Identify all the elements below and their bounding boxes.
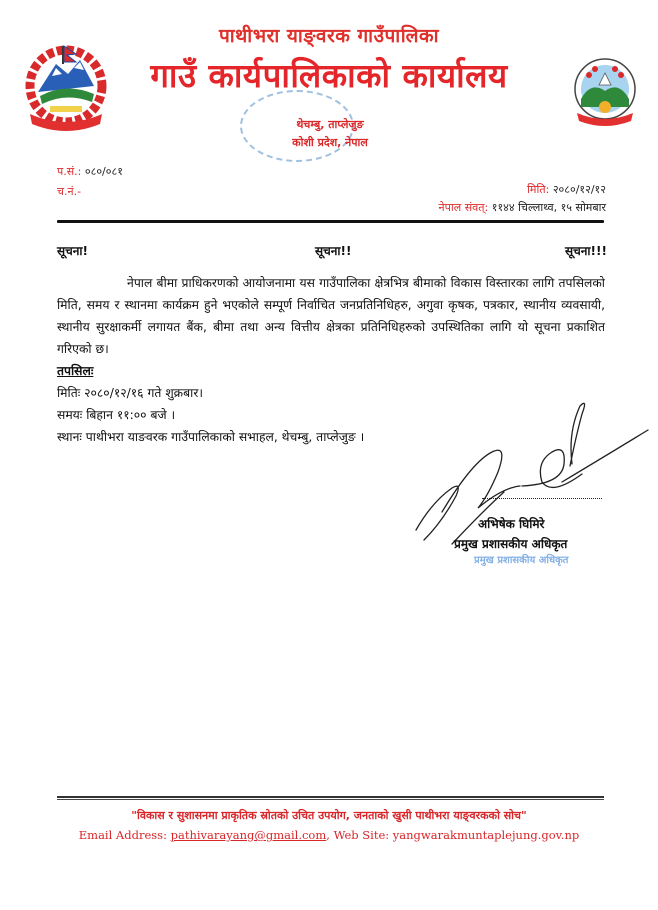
ref-label: प.सं.:: [57, 165, 82, 178]
address-line-1: थेचम्बु, ताप्लेजुङ: [296, 118, 364, 131]
email-link[interactable]: pathivarayang@gmail.com: [170, 828, 327, 842]
notice-paragraph: नेपाल बीमा प्राधिकरणको आयोजनामा यस गाउँपालिका क्षेत्रभित्र बीमाको विकास विस्तारका लागि तपसिलको मिति, समय र स्थानमा कार्यक्रम हुने भएकोले सम्पूर्ण निर्वाचित जनप्रतिनिधिहरु, अगुवा कृषक, पत्रकार, स्थानीय व्यवसायी, स्थानीय सुरक्षाकर्मी लगायत बैंक, बीमा तथा अन्य वित्तीय क्षेत्रका प्रतिनिधिहरुको उपस्थितिका लागि यो सूचना प्रकाशित गरिएको छ।: [57, 276, 605, 356]
nepal-samvat-label: नेपाल संवत्:: [438, 201, 489, 214]
municipality-name: पाथीभरा याङ्वरक गाउँपालिका: [218, 25, 440, 47]
notice-body: [57, 272, 605, 360]
dispatch-number: [57, 184, 81, 199]
event-time: समयः बिहान ११:०० बजे ।: [57, 408, 176, 422]
header-divider: [57, 220, 604, 223]
signatory-stamp: प्रमुख प्रशासकीय अधिकृत: [474, 555, 569, 566]
date-label: मिति:: [527, 183, 550, 196]
email-label: Email Address:: [78, 828, 167, 842]
web-label: , Web Site:: [326, 828, 390, 842]
notice-heading-right: सूचना!!!: [565, 244, 607, 258]
date-line: [527, 182, 606, 197]
footer-divider: [57, 796, 604, 800]
event-date: मितिः २०८०/१२/१६ गते शुक्रबार।: [57, 386, 204, 400]
footer-slogan: "विकास र सुशासनमा प्राकृतिक स्रोतको उचित उपयोग, जनताको खुसी पाथीभरा याङ्वरकको सोच": [131, 809, 527, 822]
reference-number: [57, 164, 123, 179]
footer-contact: [0, 828, 658, 842]
office-title: गाउँ कार्यपालिकाको कार्यालय: [150, 56, 508, 95]
nepal-samvat-line: [439, 200, 606, 215]
event-place: स्थानः पाथीभरा याङवरक गाउँपालिकाको सभाहल, थेचम्बु, ताप्लेजुङ ।: [57, 430, 365, 444]
signature-line: [482, 498, 602, 499]
details-heading: तपसिलः: [57, 364, 94, 378]
nepal-emblem-logo: [22, 40, 110, 138]
signatory-title: प्रमुख प्रशासकीय अधिकृत: [454, 537, 568, 551]
signatory-name: अभिषेक घिमिरे: [478, 517, 545, 531]
date-value: २०८०/१२/१२: [552, 183, 606, 196]
municipality-emblem-logo: [565, 55, 645, 135]
nepal-samvat-value: ११४४ चिल्लाथ्व, १५ सोमबार: [491, 201, 606, 214]
website-text: yangwarakmuntaplejung.gov.np: [392, 828, 580, 842]
office-address: [220, 116, 440, 152]
event-details: [57, 360, 364, 448]
ref-value: ०८०/०८१: [84, 165, 123, 178]
notice-heading-center: सूचना!!: [315, 244, 352, 258]
notice-heading-left: सूचना!: [57, 244, 88, 258]
ch-label: च.नं.-: [57, 185, 82, 198]
address-line-2: कोशी प्रदेश, नेपाल: [292, 136, 368, 149]
